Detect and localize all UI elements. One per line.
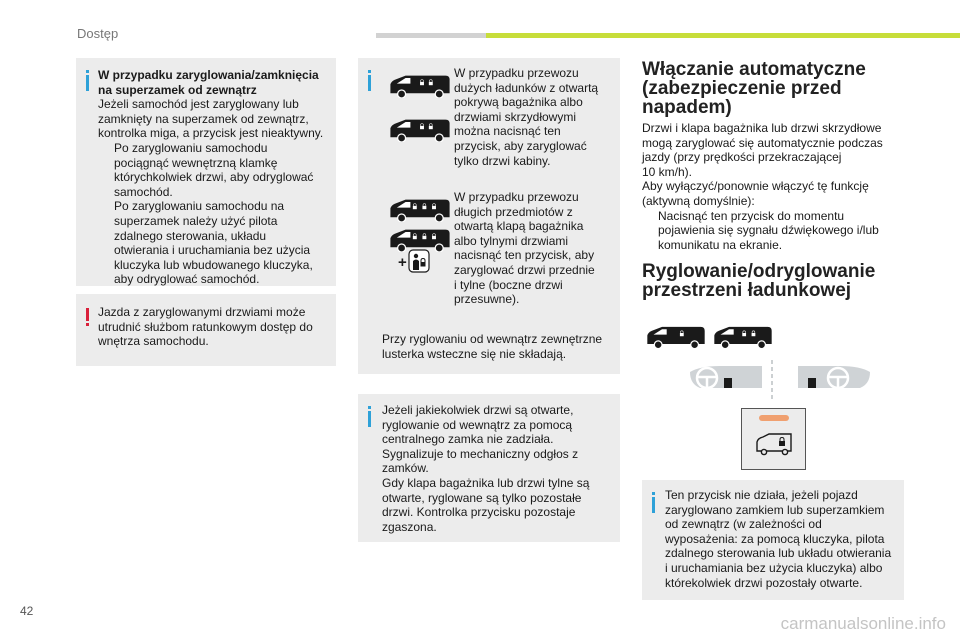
side-lock-text: W przypadku przewozu [454,190,579,204]
warning-icon [86,308,89,326]
section-title: Dostęp [77,26,119,41]
lock-button-icon [408,249,430,273]
steering-wheel-icon [695,366,719,390]
superlock-text: Jeżeli samochód jest zaryglowany lub [98,97,299,112]
van-side-icon [645,325,707,349]
bullet-icon [98,141,114,199]
mirror-text: Przy ryglowaniu od wewnątrz zewnętrzne [382,332,603,346]
header-accent-bar [486,33,960,38]
doors-open-info-box: Jeżeli jakiekolwiek drzwi są otwarte, ryglowanie od wewnątrz za pomocą centralnego zamka nie zadziała. Sygnalizuje to mechaniczny odgłos z zamków. Gdy klapa bagażnika lub drzwi tylne są otwarte, ryglowane są tylko pozostałe drzwi. Kontrolka przycisku pozostaje zgaszona. [358,394,620,542]
van-side-icon [712,325,774,349]
warning-text: Jazda z zaryglowanymi drzwiami może [98,305,306,319]
bullet-icon [642,209,658,253]
warning-box: Jazda z zaryglowanymi drzwiami może utrudnić służbom ratunkowym dostęp do wnętrza samochodu. [76,294,336,366]
van-lock-icon [754,431,794,457]
superlock-info-box: W przypadku zaryglowania/zamknięcia na superzamek od zewnątrz Jeżeli samochód jest zaryglowany lub zamknięty na superzamek od zewnątrz, kontrolka miga, a przycisk jest nieaktywny. Po zaryglowaniu samochodu pociągnąć wewnętrzną klamkę którychkolwiek drzwi, aby odryglować samochód. Po zaryglowaniu samochodu na superzamek należy użyć pilota zdalnego sterowania, układu otwierania i uruchamiania bez użycia kluczyka lub wbudowanego kluczyka, aby odryglować samochód. [76,58,336,286]
list-item: Po zaryglowaniu samochodu pociągnąć wewnętrzną klamkę którychkolwiek drzwi, aby odryglować samochód. [98,141,334,199]
info-icon [652,492,655,513]
plus-sign: + [398,254,407,271]
list-item: Nacisnąć ten przycisk do momentu pojawienia się sygnału dźwiękowego i/lub komunikatu na ekranie. [642,209,942,253]
heading-cargo-lock: Ryglowanie/odryglowanie przestrzeni ładunkowej [642,261,876,301]
doors-open-text: Jeżeli jakiekolwiek drzwi są otwarte, [382,403,574,417]
header-bar [376,33,486,38]
cab-lock-text: W przypadku przewozu [454,66,579,80]
van-side-icon [388,74,452,98]
button-indicator-light [759,415,789,421]
info-icon [368,406,371,427]
page-number: 42 [20,604,34,618]
list-item: Po zaryglowaniu samochodu na superzamek należy użyć pilota zdalnego sterowania, układu otwierania i uruchamiania bez użycia kluczyka lub wbudowanego kluczyka, aby odryglować samochód. [98,199,334,287]
heading-auto-lock: Włączanie automatyczne (zabezpieczenie przed napadem) [642,59,866,118]
cargo-lock-box: + W przypadku przewozu dużych ładunków z otwartą pokrywą bagażnika albo drzwiami skrzydłowymi można nacisnąć ten przycisk, aby zaryglować tylko drzwi kabiny. W przypadku przewozu długich przedmiotów z otwartą klapą bagażnika albo tylnymi drzwiami nacisnąć ten przycisk, aby zaryglować drzwi przednie i tylne (boczne drzwi przesuwne). Przy ryglowaniu od wewnątrz zewnętrzne lusterka wsteczne się nie składają. [358,58,620,374]
cargo-lock-button[interactable] [741,408,806,470]
superlock-title: W przypadku zaryglowania/zamknięcia [98,68,319,82]
van-side-icon [388,118,452,142]
auto-lock-text: Drzwi i klapa bagażnika lub drzwi skrzydłowe [642,121,882,135]
cargo-button-info-box: Ten przycisk nie działa, jeżeli pojazd zaryglowano zamkiem lub superzamkiem od zewnątrz (w zależności od wyposażenia: za pomocą kluczyka, pilota zdalnego sterowania lub układu otwierania i uruchamiania bez użycia kluczyka) albo którekolwiek drzwi pozostały otwarte. [642,480,904,600]
bullet-icon [98,199,114,287]
info-icon [86,70,89,91]
van-side-icon [388,198,452,222]
info-icon [368,70,371,91]
watermark: carmanualsonline.info [780,614,946,633]
steering-wheel-icon [826,366,850,390]
cargo-button-text: Ten przycisk nie działa, jeżeli pojazd [665,488,858,502]
